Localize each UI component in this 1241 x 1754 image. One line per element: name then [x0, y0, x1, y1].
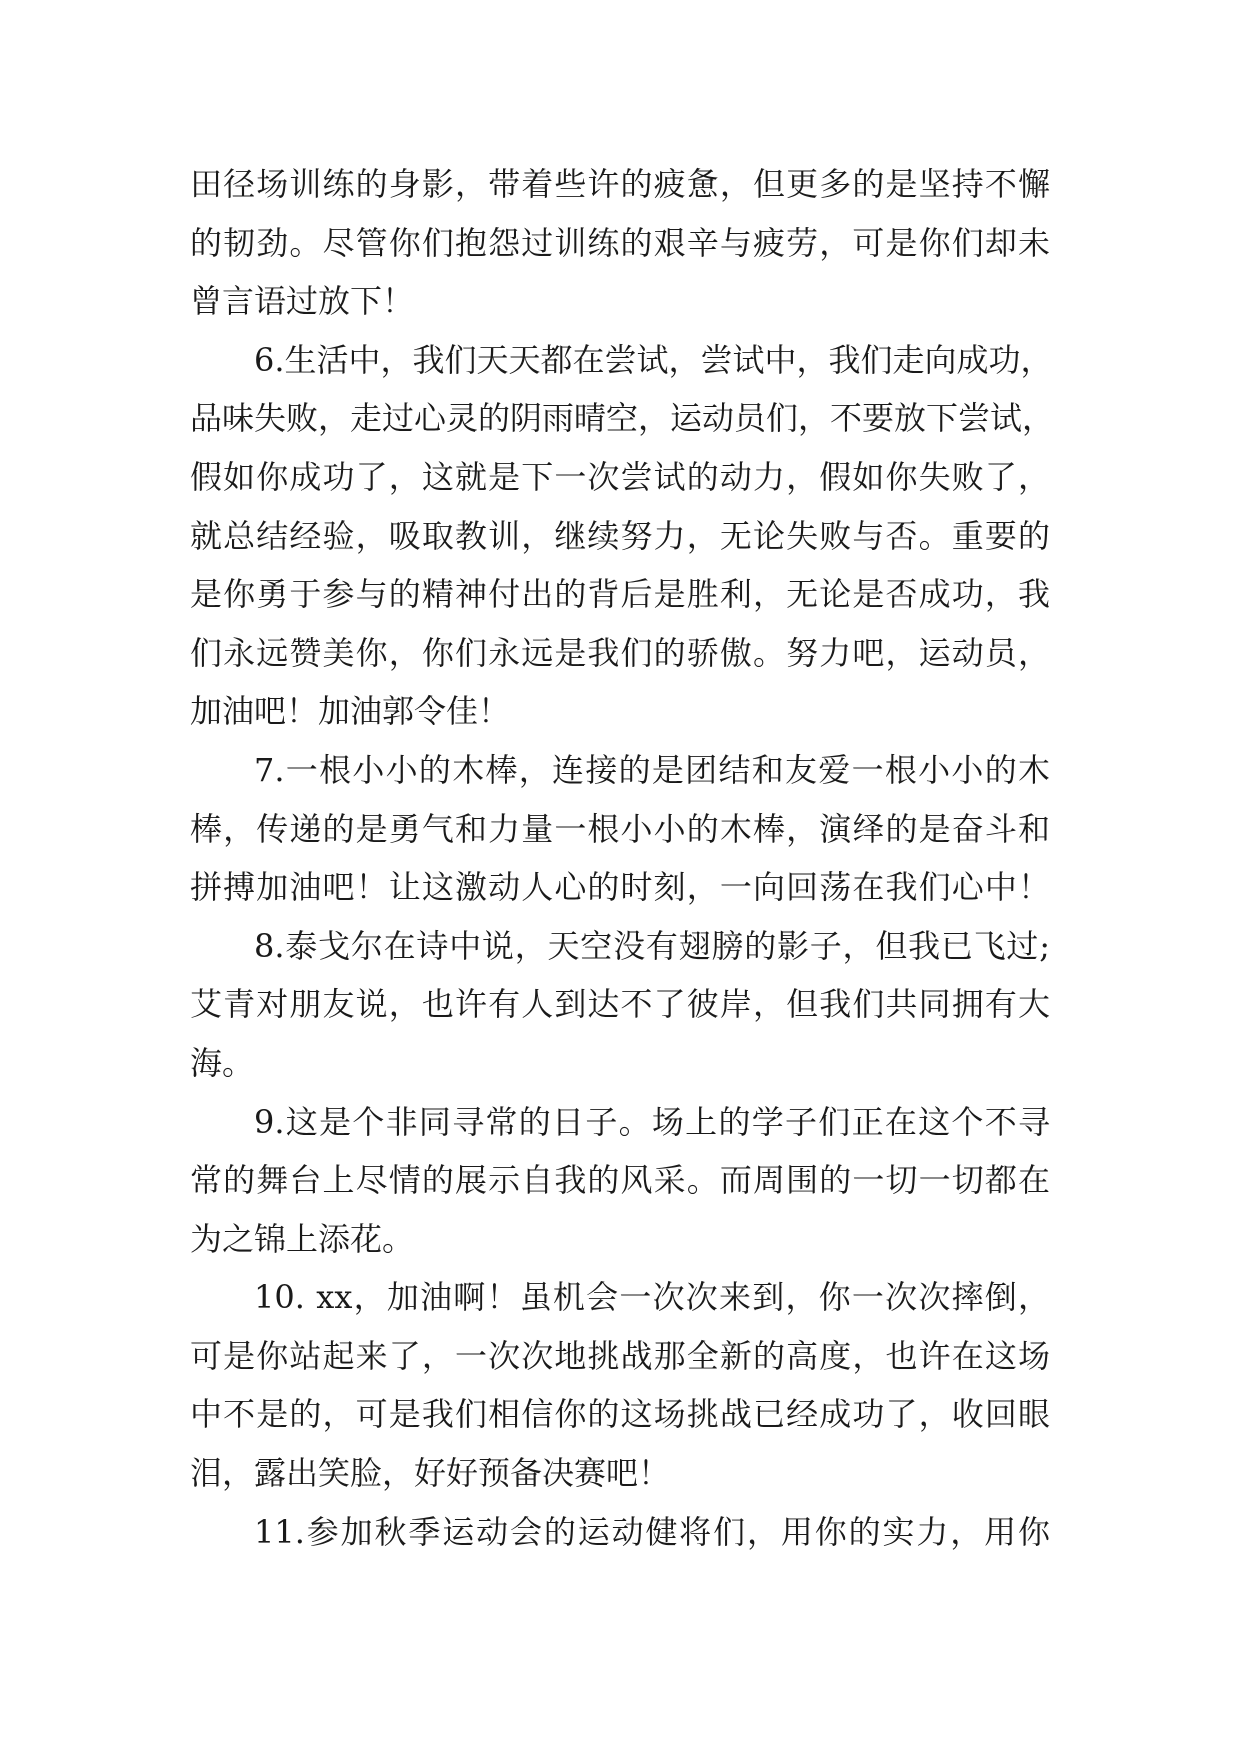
text-line: 们永远赞美你，你们永远是我们的骄傲。努力吧，运动员， — [190, 633, 1050, 672]
text-line: 海。 — [190, 1043, 255, 1082]
text-line: 的韧劲。尽管你们抱怨过训练的艰辛与疲劳，可是你们却未 — [190, 223, 1050, 262]
text-line: 是你勇于参与的精神付出的背后是胜利，无论是否成功，我 — [190, 575, 1050, 614]
text-line: 棒，传递的是勇气和力量一根小小的木棒，演绎的是奋斗和 — [190, 809, 1050, 848]
text-line: 8.泰戈尔在诗中说，天空没有翅膀的影子，但我已飞过; — [254, 926, 1050, 965]
text-line: 就总结经验，吸取教训，继续努力，无论失败与否。重要的 — [190, 516, 1050, 555]
text-line: 品味失败，走过心灵的阴雨晴空，运动员们，不要放下尝试， — [190, 399, 1055, 438]
text-line: 11.参加秋季运动会的运动健将们，用你的实力，用你 — [254, 1512, 1050, 1551]
text-line: 6.生活中，我们天天都在尝试，尝试中，我们走向成功， — [254, 340, 1053, 379]
text-line: 曾言语过放下！ — [190, 282, 415, 321]
text-line: 泪，露出笑脸，好好预备决赛吧！ — [190, 1454, 671, 1493]
text-line: 田径场训练的身影，带着些许的疲惫，但更多的是坚持不懈 — [190, 165, 1050, 203]
document-body — [190, 155, 1055, 1561]
text-line: 加油吧！加油郭令佳！ — [190, 692, 511, 731]
text-line: 为之锦上添花。 — [190, 1219, 415, 1258]
text-line: 7.一根小小的木棒，连接的是团结和友爱一根小小的木 — [254, 750, 1050, 789]
text-line: 中不是的，可是我们相信你的这场挑战已经成功了，收回眼 — [190, 1395, 1050, 1434]
text-line: 10. xx，加油啊！虽机会一次次来到，你一次次摔倒， — [254, 1278, 1050, 1317]
text-line: 9.这是个非同寻常的日子。场上的学子们正在这个不寻 — [254, 1102, 1050, 1141]
text-line: 拼搏加油吧！让这激动人心的时刻，一向回荡在我们心中！ — [190, 868, 1050, 907]
text-line: 常的舞台上尽情的展示自我的风采。而周围的一切一切都在 — [190, 1161, 1050, 1200]
text-line: 艾青对朋友说，也许有人到达不了彼岸，但我们共同拥有大 — [190, 985, 1050, 1024]
text-line: 假如你成功了，这就是下一次尝试的动力，假如你失败了， — [190, 457, 1050, 496]
text-line: 可是你站起来了，一次次地挑战那全新的高度，也许在这场 — [190, 1336, 1050, 1375]
